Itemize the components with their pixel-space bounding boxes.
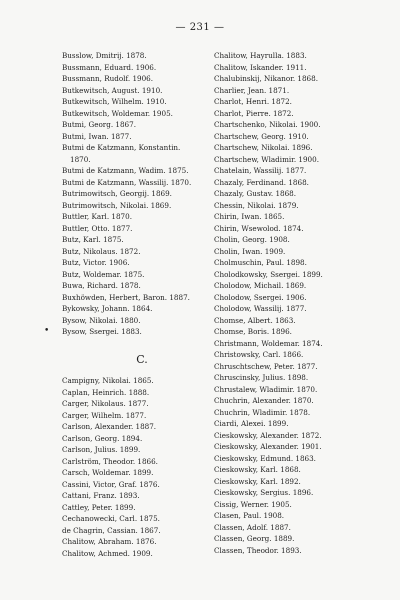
list-item: Ciardi, Alexei. 1899. — [214, 419, 289, 428]
list-item: Butkewitsch, Wilhelm. 1910. — [62, 97, 167, 106]
list-item: Butmi de Katzmann, Wassilij. 1870. — [62, 177, 192, 187]
list-item: Chomse, Albert. 1863. — [214, 315, 296, 325]
list-item: Chuchrin, Alexander. 1870. — [214, 396, 314, 405]
list-item: Bysow, Ssergei. 1883. — [62, 327, 142, 336]
list-item: Chalitow, Abraham. 1876. — [62, 537, 157, 546]
list-item: Cholodkowsky, Ssergei. 1899. — [214, 269, 323, 279]
list-item — [62, 142, 222, 165]
entry-line: Butmi de Katzmann, Konstantin. — [62, 143, 181, 152]
list-item: Butz, Woldemar. 1875. — [62, 269, 145, 279]
list-item: Carlson, Julius. 1899. — [62, 445, 141, 454]
list-item: Busslow, Dmitrij. 1878. — [62, 51, 147, 60]
list-item: Buttler, Otto. 1877. — [62, 223, 133, 233]
list-item: Butkewitsch, August. 1910. — [62, 85, 163, 95]
list-item: Cholodow, Wassilij. 1877. — [214, 304, 307, 313]
list-item: Carlson, Georg. 1894. — [62, 433, 143, 443]
list-item: Chrustalew, Wladimir. 1870. — [214, 384, 318, 394]
list-item: Chartschenko, Nikolai. 1900. — [214, 120, 321, 129]
list-item: Chessin, Nikolai. 1879. — [214, 200, 299, 210]
entry-line-continuation: 1870. — [70, 154, 91, 164]
list-item: Campigny, Nikolai. 1865. — [62, 376, 154, 385]
list-item: Chruscinsky, Julius. 1898. — [214, 373, 309, 382]
list-item: Chruschtschew, Peter. 1877. — [214, 361, 318, 371]
list-item: Bysow, Nikolai. 1880. — [62, 315, 141, 325]
list-item: Charlier, Jean. 1871. — [214, 85, 290, 95]
list-item: Buttler, Karl. 1870. — [62, 212, 132, 221]
list-item: Carger, Wilhelm. 1877. — [62, 410, 147, 420]
list-item: Cattley, Peter. 1899. — [62, 502, 136, 512]
list-item: Chirin, Wsewolod. 1874. — [214, 223, 304, 233]
list-item: Butkewitsch, Woldemar. 1905. — [62, 108, 173, 118]
list-item: Cassini, Victor, Graf. 1876. — [62, 479, 160, 489]
list-item: Bussmann, Eduard. 1906. — [62, 62, 157, 72]
list-item: Cattani, Franz. 1893. — [62, 491, 140, 500]
list-item: Carlson, Alexander. 1887. — [62, 422, 157, 431]
page-number: — 231 — — [175, 22, 225, 33]
list-item: Chatelain, Wassilij. 1877. — [214, 166, 307, 175]
list-item: Butmi, Georg. 1867. — [62, 120, 136, 129]
list-item: Butmi de Katzmann, Wadim. 1875. — [62, 166, 189, 175]
list-item: Chirin, Iwan. 1865. — [214, 212, 285, 221]
list-item: Bussmann, Rudolf. 1906. — [62, 74, 154, 83]
list-item: Chartschew, Georg. 1910. — [214, 131, 309, 141]
list-item: Chomse, Boris. 1896. — [214, 327, 292, 336]
list-item: Buwa, Richard. 1878. — [62, 281, 141, 290]
list-item: Cechanowecki, Carl. 1875. — [62, 514, 160, 523]
list-item: Butrimowitsch, Georgij. 1869. — [62, 189, 172, 198]
list-item: Cholodow, Ssergei. 1906. — [214, 292, 307, 302]
left-column — [62, 50, 222, 559]
margin-bullet: • — [44, 326, 50, 336]
list-item: Cieskowsky, Alexander. 1901. — [214, 442, 322, 451]
section-heading-c: C. — [136, 352, 148, 366]
list-item: Cholodow, Michail. 1869. — [214, 281, 307, 290]
list-item: Chalitow, Achmed. 1909. — [62, 548, 153, 558]
list-item: Christowsky, Carl. 1866. — [214, 350, 304, 359]
list-item: Chalubinskij, Nikanor. 1868. — [214, 74, 318, 83]
list-item: de Chagrin, Cassian. 1867. — [62, 525, 161, 535]
list-item: Butmi, Iwan. 1877. — [62, 131, 132, 141]
list-item: Charlot, Henri. 1872. — [214, 97, 292, 106]
list-item: Cieskowsky, Karl. 1868. — [214, 465, 301, 474]
list-item: Chuchrin, Wladimir. 1878. — [214, 407, 311, 417]
list-item: Cholin, Georg. 1908. — [214, 235, 290, 244]
entry-list-b-names-continued — [62, 165, 222, 338]
list-item: Carger, Nikolaus. 1877. — [62, 399, 149, 408]
list-item: Cieskowsky, Sergius. 1896. — [214, 488, 314, 497]
list-item: Cissig, Werner. 1905. — [214, 499, 292, 509]
list-item: Butz, Nikolaus. 1872. — [62, 246, 141, 256]
list-item: Chazaly, Ferdinand. 1868. — [214, 177, 309, 187]
list-item: Classen, Adolf. 1887. — [214, 522, 291, 532]
list-item: Charlot, Pierre. 1872. — [214, 108, 294, 118]
right-column — [214, 50, 374, 556]
list-item: Chartschew, Nikolai. 1896. — [214, 143, 313, 152]
list-item: Butz, Karl. 1875. — [62, 235, 124, 244]
list-item: Butrimowitsch, Nikolai. 1869. — [62, 200, 172, 210]
entry-list-b-names — [62, 50, 222, 142]
list-item: Chalitow, Iskander. 1911. — [214, 62, 307, 72]
list-item: Chartschew, Wladimir. 1900. — [214, 154, 319, 164]
entry-list-c-names — [62, 375, 222, 559]
list-item: Cholin, Iwan. 1909. — [214, 246, 286, 256]
list-item: Classen, Theodor. 1893. — [214, 545, 302, 555]
list-item: Bykowsky, Johann. 1864. — [62, 304, 153, 313]
list-item: Chalitow, Hayrulla. 1883. — [214, 51, 307, 60]
list-item: Butz, Victor. 1906. — [62, 258, 130, 267]
list-item: Cieskowsky, Karl. 1892. — [214, 476, 301, 486]
list-item: Chazaly, Gustav. 1868. — [214, 189, 297, 198]
entry-list-ch-names — [214, 50, 374, 556]
list-item: Carsch, Woldemar. 1899. — [62, 468, 154, 477]
list-item: Cieskowsky, Alexander. 1872. — [214, 430, 322, 440]
list-item: Cieskowsky, Edmund. 1863. — [214, 453, 316, 463]
list-item: Christmann, Woldemar. 1874. — [214, 338, 323, 348]
list-item: Buxhöwden, Herbert, Baron. 1887. — [62, 292, 190, 302]
list-item: Cholmuschin, Paul. 1898. — [214, 258, 307, 267]
list-item: Caplan, Heinrich. 1888. — [62, 387, 150, 397]
list-item: Classen, Georg. 1889. — [214, 534, 295, 543]
list-item: Carlström, Theodor. 1866. — [62, 456, 158, 466]
list-item: Clasen, Paul. 1908. — [214, 511, 285, 520]
